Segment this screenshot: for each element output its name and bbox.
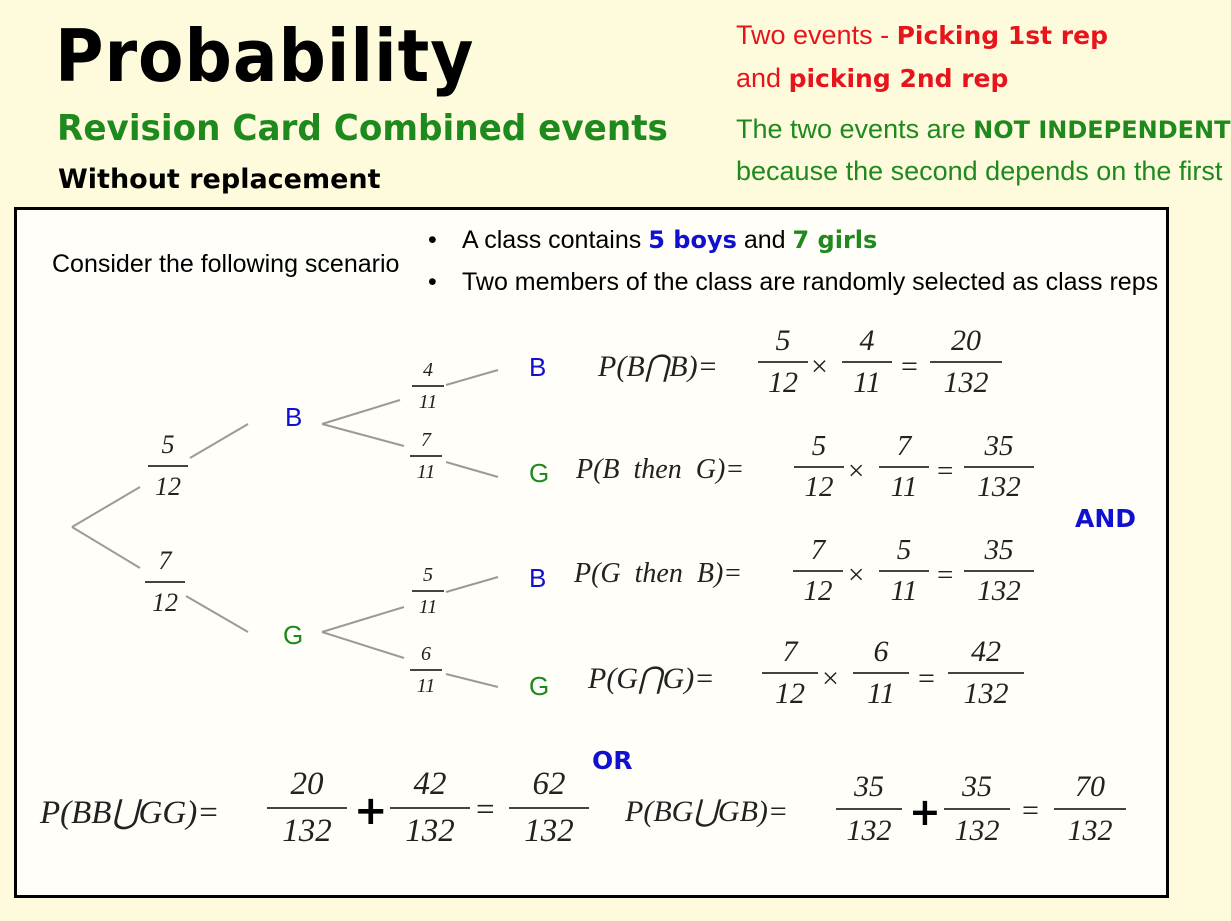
events-prefix: Two events - [736,20,897,50]
outcome-bb-result: 20 132 [930,326,1002,398]
tree-node-bb: B [529,352,547,382]
equals-sign: = [901,350,918,383]
times-sign: × [848,455,865,487]
tree-node-bg: G [529,458,550,488]
total-diff-frac-a: 35 132 [836,772,902,846]
total-same-frac-b: 42 132 [390,768,470,848]
times-sign: × [811,350,828,383]
branch-b-g-end [446,462,498,477]
times-sign: × [848,559,865,591]
page-subtitle: Revision Card Combined events [57,108,668,149]
total-same-result: 62 132 [509,768,589,848]
events-and: and [736,63,789,93]
tree-frac-b1: 5 12 [148,432,188,500]
times-sign: × [822,662,839,695]
outcome-gg-frac1: 7 12 [762,637,818,709]
outcome-gb-result: 35 132 [964,536,1034,606]
independence-bold: NOT INDEPENDENT [973,116,1231,144]
tree-frac-bg: 7 11 [410,430,442,482]
equals-sign: = [937,559,954,591]
bullet2-text: Two members of the class are randomly selected as class reps [462,268,1159,296]
outcome-gb-frac1: 7 12 [793,536,843,606]
total-diff-frac-b: 35 132 [944,772,1010,846]
outcome-gb-lhs: P(G then B)= [574,558,743,589]
outcome-gg-lhs: P(G⋂G)= [588,662,715,695]
plus-sign: + [354,788,388,834]
section-subtitle: Without replacement [58,164,381,195]
branch-root-g-lower [186,596,248,632]
outcome-gg-frac2: 6 11 [853,637,909,709]
independence-prefix: The two events are [736,114,974,144]
tree-node-gb: B [529,563,547,593]
branch-g-g-end [446,674,498,687]
branch-b-b [322,400,400,424]
tree-frac-gg: 6 11 [410,644,442,696]
outcome-bb-lhs: P(B⋂B)= [598,350,718,383]
events-first: Picking 1st rep [896,21,1108,50]
branch-root-g [72,527,140,568]
branch-b-g [322,424,404,446]
bullet1-boys: 5 boys [648,226,737,254]
outcome-bg-frac2: 7 11 [879,432,929,502]
independence-reason: because the second depends on the first [736,156,1223,186]
outcome-bg-result: 35 132 [964,432,1034,502]
branch-g-b [322,607,404,632]
page-title: Probability [55,14,475,98]
total-diff-result: 70 132 [1054,772,1126,846]
scenario-intro: Consider the following scenario [52,250,400,278]
branch-b-b-end [446,370,498,385]
total-diff-lhs: P(BG⋃GB)= [625,795,789,828]
outcome-bg-lhs: P(B then G)= [576,454,745,485]
events-second: picking 2nd rep [788,64,1009,93]
bullet1-prefix: A class contains [462,226,649,254]
branch-g-b-end [446,577,498,592]
tree-node-b: B [285,402,303,432]
equals-sign: = [937,455,954,487]
tree-node-g: G [283,620,304,650]
tree-frac-g1: 7 12 [145,548,185,616]
total-same-lhs: P(BB⋃GG)= [40,795,220,831]
branch-g-g [322,632,404,658]
bullet-dot-icon: • [428,268,437,296]
tree-frac-bb: 4 11 [412,360,444,412]
tree-frac-gb: 5 11 [412,565,444,617]
equals-sign: = [476,792,495,828]
branch-root-b [72,487,140,527]
outcome-gg-result: 42 132 [948,637,1024,709]
total-same-frac-a: 20 132 [267,768,347,848]
or-label: OR [592,746,633,775]
outcome-bg-frac1: 5 12 [794,432,844,502]
equals-sign: = [918,662,935,695]
bullet1-girls: 7 girls [792,226,878,254]
branch-root-b-upper [190,424,248,458]
outcome-bb-frac2: 4 11 [842,326,892,398]
tree-node-gg: G [529,671,550,701]
bullet-dot-icon: • [428,226,437,254]
plus-sign: + [909,790,941,834]
outcome-bb-frac1: 5 12 [758,326,808,398]
and-label: AND [1075,504,1137,533]
outcome-gb-frac2: 5 11 [879,536,929,606]
equals-sign: = [1022,794,1039,827]
bullet1-mid: and [736,226,793,254]
